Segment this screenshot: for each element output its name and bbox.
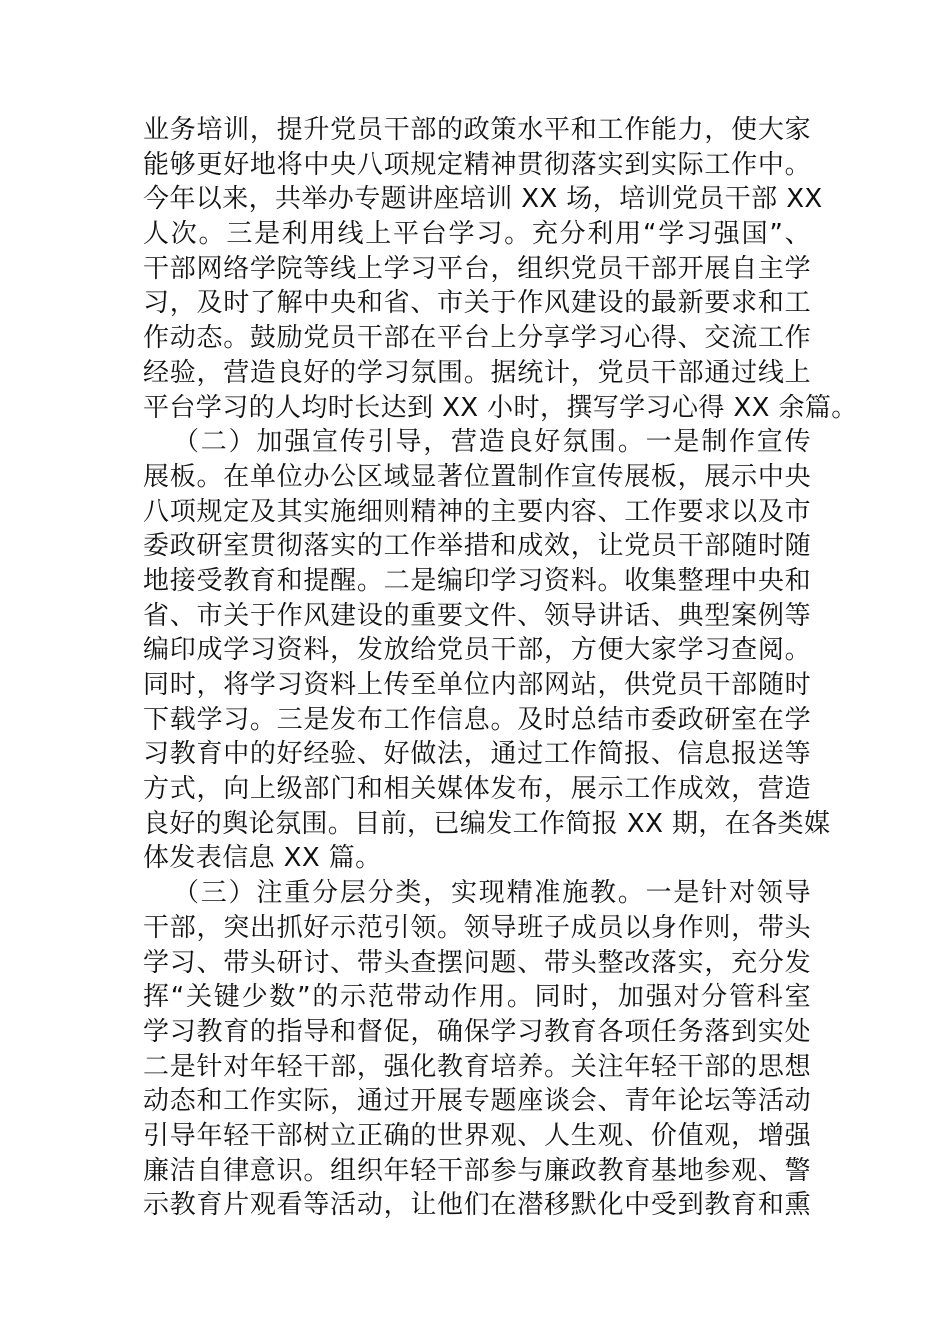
text-line: 学习、带头研讨、带头查摆问题、带头整改落实，充分发 [143, 947, 811, 978]
text-line: 良好的舆论氛围。目前，已编发工作简报 XX 期，在各类媒 [143, 808, 831, 839]
text-line: 能够更好地将中央八项规定精神贯彻落实到实际工作中。 [143, 149, 811, 180]
text-line: 展板。在单位办公区域显著位置制作宣传展板，展示中央 [143, 461, 811, 492]
text-line: 方式，向上级部门和相关媒体发布，展示工作成效，营造 [143, 774, 811, 805]
text-line: 下载学习。三是发布工作信息。及时总结市委政研室在学 [143, 704, 811, 735]
text-line: 动态和工作实际，通过开展专题座谈会、青年论坛等活动 [143, 1086, 811, 1117]
text-line: 编印成学习资料，发放给党员干部，方便大家学习查阅。 [143, 635, 811, 666]
text-line: 习教育中的好经验、好做法，通过工作简报、信息报送等 [143, 739, 811, 770]
text-line: 习，及时了解中央和省、市关于作风建设的最新要求和工 [143, 288, 811, 319]
text-line: 业务培训，提升党员干部的政策水平和工作能力，使大家 [143, 115, 811, 145]
text-line: 委政研室贯彻落实的工作举措和成效，让党员干部随时随 [143, 531, 811, 562]
section-heading-line: （三）注重分层分类，实现精准施教。一是针对领导 [173, 878, 811, 909]
text-line: 二是针对年轻干部，强化教育培养。关注年轻干部的思想 [143, 1051, 811, 1082]
text-line: 学习教育的指导和督促，确保学习教育各项任务落到实处 [143, 1016, 811, 1047]
text-line: 廉洁自律意识。组织年轻干部参与廉政教育基地参观、警 [143, 1155, 811, 1186]
text-line: 挥“关键少数”的示范带动作用。同时，加强对分管科室 [143, 982, 811, 1013]
text-line: 干部，突出抓好示范引领。领导班子成员以身作则，带头 [143, 912, 811, 943]
text-line: 地接受教育和提醒。二是编印学习资料。收集整理中央和 [143, 565, 811, 596]
body-text [143, 113, 858, 1223]
text-line: 人次。三是利用线上平台学习。充分利用“学习强国”、 [143, 219, 811, 250]
text-line: 经验，营造良好的学习氛围。据统计，党员干部通过线上 [143, 357, 811, 388]
text-line: 引导年轻干部树立正确的世界观、人生观、价值观，增强 [143, 1120, 811, 1151]
text-line: 体发表信息 XX 篇。 [143, 843, 382, 874]
text-line: 平台学习的人均时长达到 XX 小时，撰写学习心得 XX 余篇。 [143, 392, 858, 423]
text-line: 今年以来，共举办专题讲座培训 XX 场，培训党员干部 XX [143, 184, 823, 215]
text-line: 八项规定及其实施细则精神的主要内容、工作要求以及市 [143, 496, 811, 527]
text-line: 省、市关于作风建设的重要文件、领导讲话、典型案例等 [143, 600, 811, 631]
text-line: 示教育片观看等活动，让他们在潜移默化中受到教育和熏 [143, 1190, 811, 1221]
section-heading-line: （二）加强宣传引导，营造良好氛围。一是制作宣传 [173, 427, 811, 458]
text-line: 干部网络学院等线上学习平台，组织党员干部开展自主学 [143, 253, 811, 284]
text-line: 作动态。鼓励党员干部在平台上分享学习心得、交流工作 [143, 323, 811, 354]
text-line: 同时，将学习资料上传至单位内部网站，供党员干部随时 [143, 670, 811, 700]
